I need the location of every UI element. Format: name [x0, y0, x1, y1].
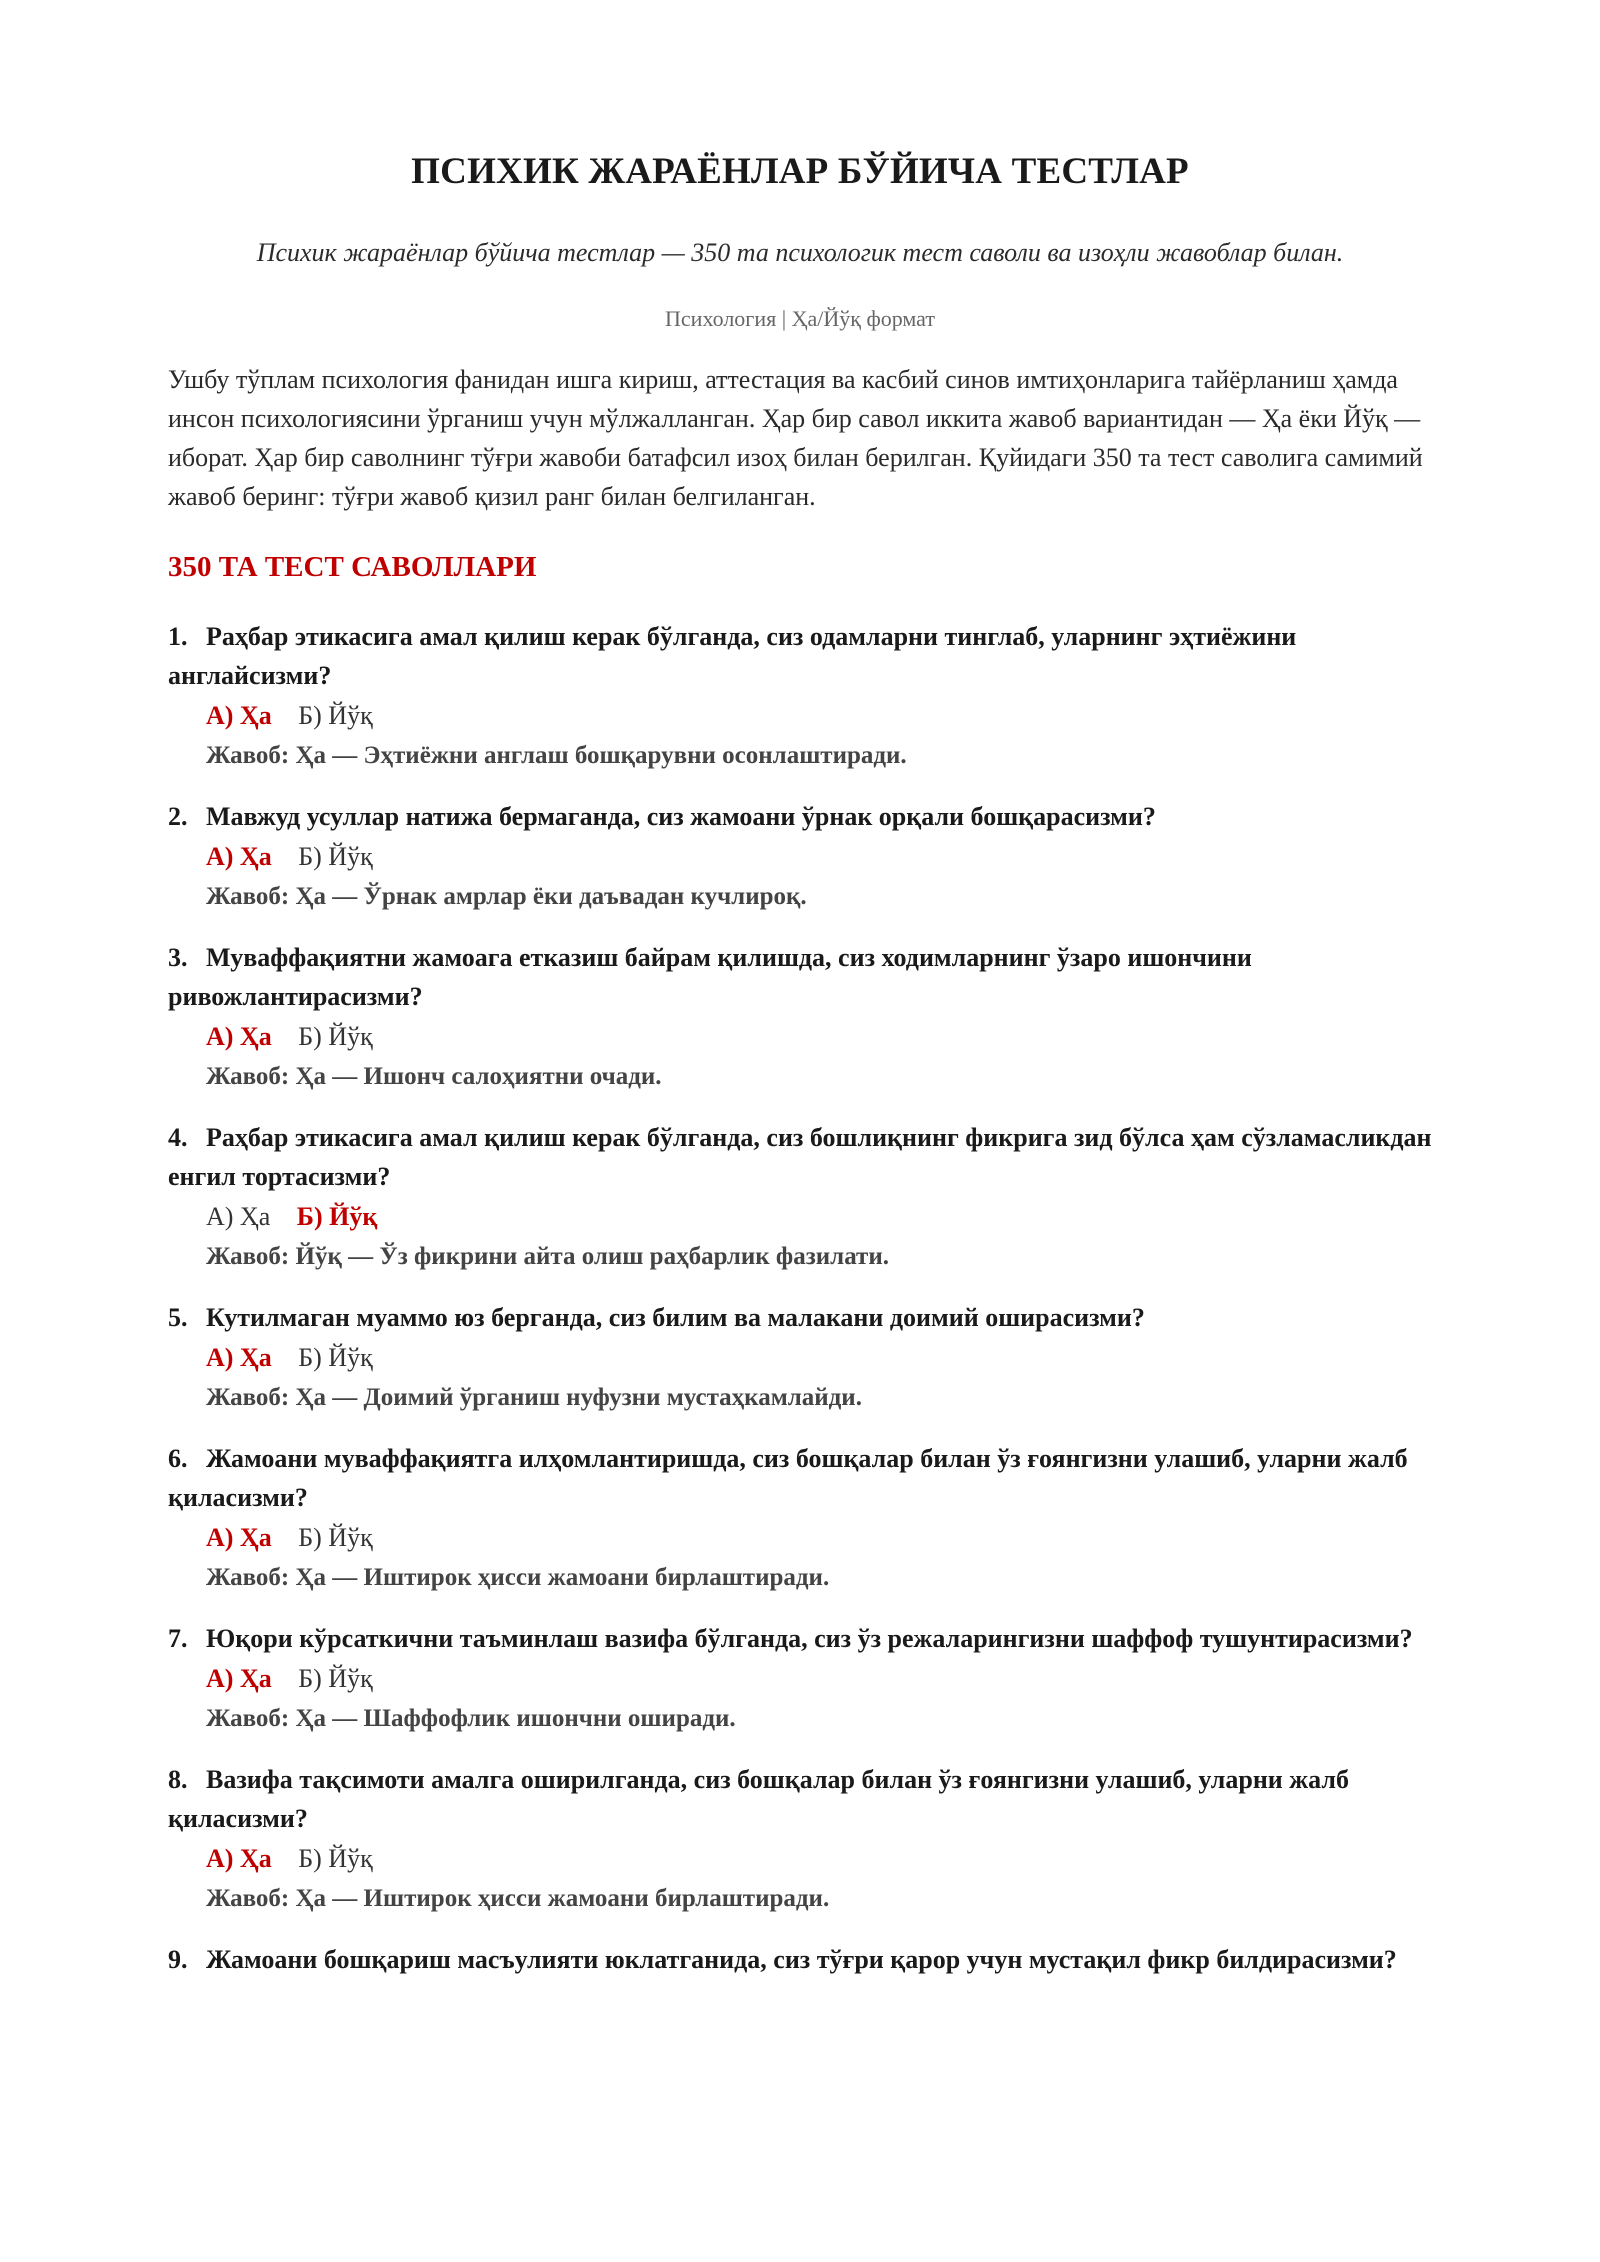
- answer-explanation: Жавоб: Ҳа — Ишонч салоҳиятни очади.: [206, 1063, 662, 1091]
- intro-paragraph: Ушбу тўплам психология фанидан ишга кириш, аттестация ва касбий синов имтиҳонларига тайёрланиш ҳамда инсон психологиясини ўрганиш учун мўлжалланган. Ҳар бир савол иккита жавоб вариантидан — Ҳа ёки Йўқ — иборат. Ҳар бир саволнинг тўғри жавоби батафсил изоҳ билан берилган. Қуйидаги 350 та тест саволига самимий жавоб беринг: тўғри жавоб қизил ранг билан белгиланган.: [168, 365, 1423, 512]
- document-subtitle: Психик жараёнлар бўйича тестлар — 350 та психологик тест саволи ва изоҳли жавоблар билан.: [256, 238, 1344, 268]
- question-item: [168, 938, 1432, 1096]
- question-number: 1.: [168, 622, 188, 652]
- question-text: [168, 617, 1432, 695]
- option-b[interactable]: Б) Йўқ: [298, 1844, 373, 1874]
- question-text: [168, 1619, 1432, 1658]
- question-item: [168, 1940, 1432, 1979]
- question-item: [168, 617, 1432, 775]
- question-body: Мавжуд усуллар натижа бермаганда, сиз жамоани ўрнак орқали бошқарасизми?: [206, 802, 1156, 832]
- question-body: Муваффақиятни жамоага етказиш байрам қилишда, сиз ходимларнинг ўзаро ишончини ривожлантирасизми?: [168, 943, 1252, 1012]
- question-list: [168, 617, 1432, 1979]
- question-body: Жамоани бошқариш масъулияти юклатганида, сиз тўғри қарор учун мустақил фикр билдирасизми?: [206, 1945, 1397, 1975]
- question-text: [168, 1118, 1432, 1196]
- option-b[interactable]: Б) Йўқ: [296, 1202, 378, 1232]
- answer-options: [206, 1838, 1432, 1880]
- question-number: 9.: [168, 1945, 188, 1975]
- answer-options: [206, 1016, 1432, 1058]
- document-title: ПСИХИК ЖАРАЁНЛАР БЎЙИЧА ТЕСТЛАР: [411, 151, 1189, 192]
- answer-options: [206, 1337, 1432, 1379]
- question-text: [168, 1940, 1432, 1979]
- question-body: Жамоани муваффақиятга илҳомлантиришда, сиз бошқалар билан ўз ғоянгизни улашиб, уларни жалб қиласизми?: [168, 1444, 1408, 1513]
- question-body: Кутилмаган муаммо юз берганда, сиз билим ва малакани доимий оширасизми?: [206, 1303, 1145, 1333]
- answer-options: [206, 836, 1432, 878]
- question-text: [168, 797, 1432, 836]
- question-number: 7.: [168, 1624, 188, 1654]
- answer-options: [206, 1658, 1432, 1700]
- option-a[interactable]: А) Ҳа: [206, 701, 272, 731]
- option-a[interactable]: А) Ҳа: [206, 1202, 271, 1232]
- section-heading: 350 ТА ТЕСТ САВОЛЛАРИ: [168, 551, 537, 584]
- option-b[interactable]: Б) Йўқ: [298, 1343, 373, 1373]
- option-b[interactable]: Б) Йўқ: [298, 701, 373, 731]
- question-item: [168, 1619, 1432, 1738]
- answer-explanation: Жавоб: Ҳа — Шаффофлик ишончни оширади.: [206, 1705, 736, 1733]
- question-body: Раҳбар этикасига амал қилиш керак бўлганда, сиз бошлиқнинг фикрига зид бўлса ҳам сўзламасликдан енгил тортасизми?: [168, 1123, 1432, 1192]
- option-b[interactable]: Б) Йўқ: [298, 842, 373, 872]
- answer-explanation: Жавоб: Ҳа — Доимий ўрганиш нуфузни мустаҳкамлайди.: [206, 1384, 862, 1412]
- question-item: [168, 1118, 1432, 1276]
- option-b[interactable]: Б) Йўқ: [298, 1664, 373, 1694]
- option-a[interactable]: А) Ҳа: [206, 1844, 272, 1874]
- option-a[interactable]: А) Ҳа: [206, 1664, 272, 1694]
- question-item: [168, 1298, 1432, 1417]
- question-item: [168, 1439, 1432, 1597]
- option-b[interactable]: Б) Йўқ: [298, 1523, 373, 1553]
- question-number: 3.: [168, 943, 188, 973]
- answer-explanation: Жавоб: Йўқ — Ўз фикрини айта олиш раҳбарлик фазилати.: [206, 1243, 889, 1271]
- option-a[interactable]: А) Ҳа: [206, 1022, 272, 1052]
- answer-options: [206, 1196, 1432, 1238]
- option-a[interactable]: А) Ҳа: [206, 842, 272, 872]
- answer-options: [206, 695, 1432, 737]
- question-number: 6.: [168, 1444, 188, 1474]
- answer-options: [206, 1517, 1432, 1559]
- answer-explanation: Жавоб: Ҳа — Иштирок ҳисси жамоани бирлаштиради.: [206, 1885, 830, 1913]
- question-body: Юқори кўрсаткични таъминлаш вазифа бўлганда, сиз ўз режаларингизни шаффоф тушунтирасизми?: [206, 1624, 1413, 1654]
- answer-explanation: Жавоб: Ҳа — Эҳтиёжни англаш бошқарувни осонлаштиради.: [206, 742, 907, 770]
- question-item: [168, 1760, 1432, 1918]
- question-number: 2.: [168, 802, 188, 832]
- question-text: [168, 1439, 1432, 1517]
- answer-explanation: Жавоб: Ҳа — Ўрнак амрлар ёки даъвадан кучлироқ.: [206, 883, 807, 911]
- question-body: Вазифа тақсимоти амалга оширилганда, сиз бошқалар билан ўз ғоянгизни улашиб, уларни жалб қиласизми?: [168, 1765, 1349, 1834]
- question-body: Раҳбар этикасига амал қилиш керак бўлганда, сиз одамларни тинглаб, уларнинг эҳтиёжини англайсизми?: [168, 622, 1297, 691]
- question-number: 4.: [168, 1123, 188, 1153]
- question-text: [168, 1298, 1432, 1337]
- option-a[interactable]: А) Ҳа: [206, 1343, 272, 1373]
- question-text: [168, 1760, 1432, 1838]
- document-meta: Психология | Ҳа/Йўқ формат: [665, 306, 935, 332]
- question-number: 8.: [168, 1765, 188, 1795]
- question-number: 5.: [168, 1303, 188, 1333]
- question-item: [168, 797, 1432, 916]
- answer-explanation: Жавоб: Ҳа — Иштирок ҳисси жамоани бирлаштиради.: [206, 1564, 830, 1592]
- option-b[interactable]: Б) Йўқ: [298, 1022, 373, 1052]
- option-a[interactable]: А) Ҳа: [206, 1523, 272, 1553]
- question-text: [168, 938, 1432, 1016]
